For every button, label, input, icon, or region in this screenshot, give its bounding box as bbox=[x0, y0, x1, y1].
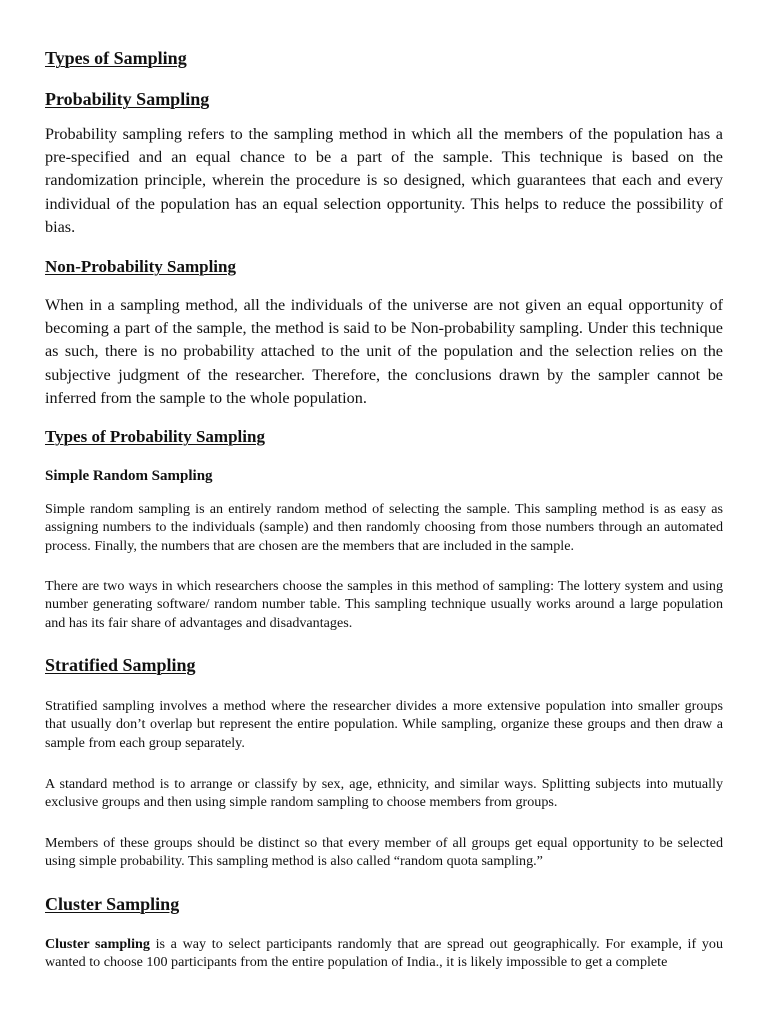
document-title: Types of Sampling bbox=[45, 48, 187, 68]
cluster-body-text: is a way to select participants randomly that are spread out geographically. For example, if you wanted to choose 100 participants from the entire population of India., it is likely impossible to get a complete bbox=[45, 936, 724, 971]
non-probability-body: When in a sampling method, all the individuals of the universe are not given an equal opportunity of becoming a part of the sample, the method is said to be Non-probability sampling. Under this technique as such, there is no probability attached to the unit of the population and the selection relies on the subjective judgment of the researcher. Therefore, the conclusions drawn by the sampler cannot be inferred from the sample to the whole population. bbox=[45, 296, 723, 407]
types-probability-heading: Types of Probability Sampling bbox=[45, 427, 265, 446]
stratified-para-1: Stratified sampling involves a method where the researcher divides a more extensive population into smaller groups that usually don’t overlap but represent the entire population. While sampling, organize these groups and then draw a sample from each group separately. bbox=[45, 698, 723, 751]
cluster-heading: Cluster Sampling bbox=[45, 894, 180, 914]
probability-heading: Probability Sampling bbox=[45, 89, 210, 109]
stratified-heading: Stratified Sampling bbox=[45, 655, 196, 675]
non-probability-heading: Non-Probability Sampling bbox=[45, 257, 236, 276]
simple-random-para-2: There are two ways in which researchers choose the samples in this method of sampling: The lottery system and using number generating software/ random number table. This sampling technique usually works around a large population and has its fair share of advantages and disadvantages. bbox=[45, 578, 723, 631]
cluster-body bbox=[45, 935, 723, 972]
simple-random-para-1: Simple random sampling is an entirely random method of selecting the sample. This sampling method is as easy as assigning numbers to the individuals (sample) and then randomly choosing from those numbers through an automated process. Finally, the numbers that are chosen are the members that are included in the sample. bbox=[45, 501, 723, 554]
simple-random-heading: Simple Random Sampling bbox=[45, 468, 213, 484]
cluster-lead-term: Cluster sampling bbox=[45, 936, 150, 952]
probability-body: Probability sampling refers to the sampling method in which all the members of the population has a pre-specified and an equal chance to be a part of the sample. This technique is based on the randomization principle, wherein the procedure is so designed, which guarantees that each and every individual of the population has an equal selection opportunity. This helps to reduce the possibility of bias. bbox=[45, 125, 723, 236]
stratified-para-3: Members of these groups should be distinct so that every member of all groups get equal opportunity to be selected using simple probability. This sampling method is also called “random quota sampling.” bbox=[45, 835, 723, 870]
stratified-para-2: A standard method is to arrange or classify by sex, age, ethnicity, and similar ways. Splitting subjects into mutually exclusive groups and then using simple random sampling to choose members from groups. bbox=[45, 776, 723, 811]
